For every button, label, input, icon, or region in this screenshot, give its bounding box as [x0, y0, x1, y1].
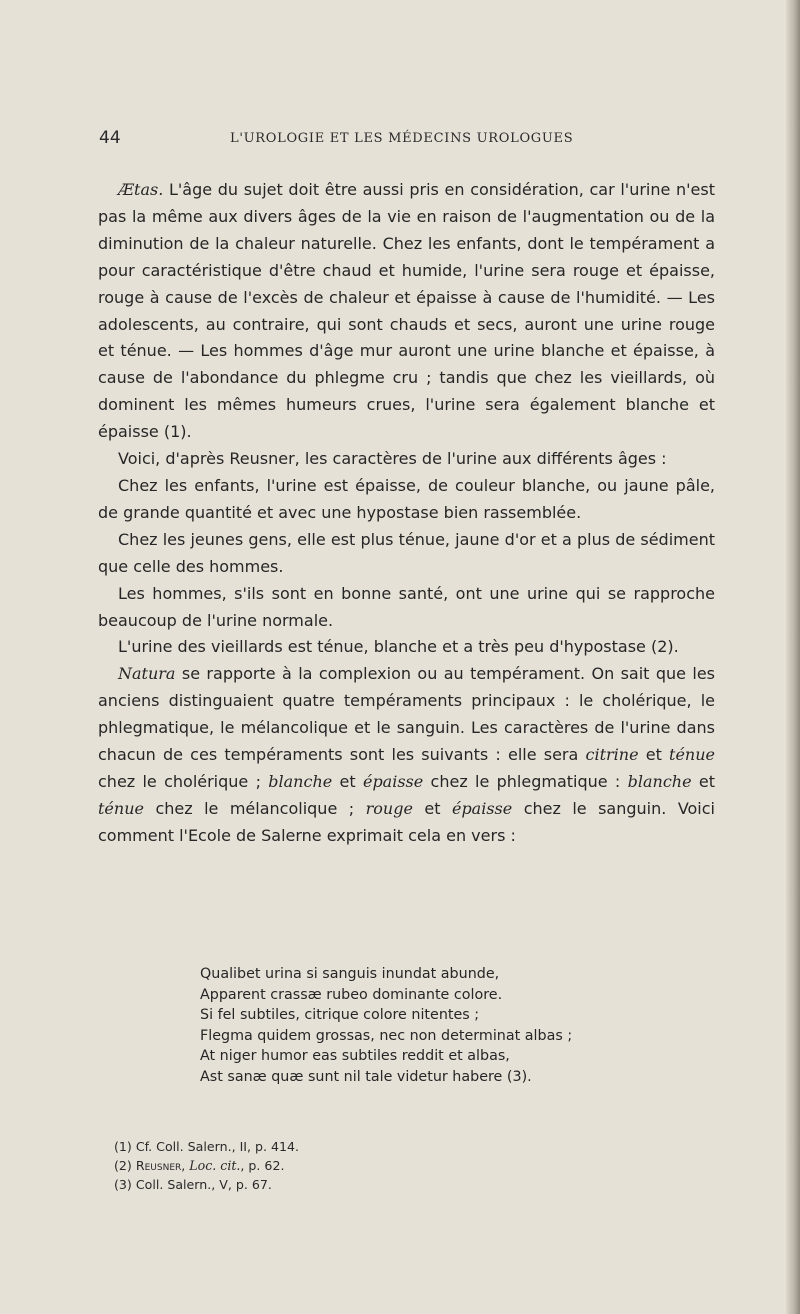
- emphasis-term: citrine: [585, 745, 639, 765]
- emphasis-term: blanche: [627, 771, 692, 791]
- footnote-number: (1): [114, 1139, 132, 1154]
- paragraph: [98, 527, 715, 581]
- footnote-number: (2): [114, 1158, 132, 1174]
- paragraph-lead-word: Natura: [118, 664, 176, 684]
- paragraph: [98, 446, 715, 473]
- paragraph: [98, 177, 715, 446]
- paragraph: [98, 634, 715, 661]
- paragraph-lead-word: Ætas.: [118, 180, 164, 199]
- footnote-number: (3): [114, 1177, 132, 1193]
- verse-line: Ast sanæ quæ sunt nil tale videtur habere (3).: [200, 1068, 532, 1085]
- footnote-text: Cf. Coll. Salern., II, p. 414.: [131, 1139, 300, 1154]
- paragraph-text: chez le phlegmatique :: [423, 771, 628, 791]
- paragraph-text: chez le sanguin. Voici comment l'Ecole de Salerne exprimait cela en vers :: [98, 798, 715, 845]
- paragraph-text: Chez les jeunes gens, elle est plus ténue, jaune d'or et a plus de sédiment que celle des hommes.: [98, 529, 715, 576]
- emphasis-term: ténue: [98, 798, 144, 818]
- verse-line: Apparent crassæ rubeo dominante colore.: [200, 986, 503, 1003]
- emphasis-term: blanche: [268, 771, 333, 791]
- verse-line: At niger humor eas subtiles reddit et albas,: [200, 1048, 510, 1065]
- footnote-text: , p. 62.: [240, 1158, 285, 1174]
- verse-line: Flegma quidem grossas, nec non determinat albas ;: [200, 1027, 573, 1044]
- footnote: [114, 1175, 614, 1194]
- paragraph: [98, 581, 715, 635]
- emphasis-term: épaisse: [451, 798, 513, 818]
- emphasis-term: épaisse: [362, 771, 424, 791]
- paragraph-text: se rapporte à la complexion ou au tempérament. On sait que les anciens distinguaient quatre tempéraments principaux : le cholérique, le phlegmatique, le mélancolique et le sanguin. Les caractères de l'urine dans chacun de ces tempéraments sont les suivants : elle sera: [98, 664, 715, 765]
- verse-block: [200, 964, 720, 1088]
- footnote-text: Coll. Salern., V, p. 67.: [131, 1177, 272, 1193]
- emphasis-term: rouge: [365, 798, 413, 818]
- paragraph-text: chez le cholérique ;: [98, 771, 269, 791]
- page-header: [99, 128, 695, 158]
- paragraph-text: chez le mélancolique ;: [143, 798, 366, 818]
- paragraph-text: Voici, d'après Reusner, les caractères de l'urine aux différents âges :: [118, 449, 667, 469]
- paragraph-text: Chez les enfants, l'urine est épaisse, de couleur blanche, ou jaune pâle, de grande quantité et avec une hypostase bien rassemblée.: [98, 475, 715, 522]
- verse-line: Qualibet urina si sanguis inundat abunde,: [200, 966, 500, 982]
- verse-line: Si fel subtiles, citrique colore nitentes ;: [200, 1007, 480, 1024]
- paragraph-text: et: [691, 771, 716, 791]
- footnotes: [114, 1137, 614, 1195]
- paragraph-text: et: [412, 798, 452, 818]
- paragraph: [98, 661, 715, 849]
- paragraph: [98, 473, 715, 527]
- body-text: [98, 177, 715, 850]
- footnote: [114, 1137, 614, 1156]
- page-number: 44: [99, 128, 121, 148]
- running-title: L'UROLOGIE ET LES MÉDECINS UROLOGUES: [230, 131, 574, 146]
- paragraph-text: et: [332, 771, 363, 791]
- page-edge: [786, 0, 800, 1314]
- emphasis-term: ténue: [669, 745, 716, 765]
- paragraph-text: Les hommes, s'ils sont en bonne santé, ont une urine qui se rapproche beaucoup de l'urine normale.: [98, 583, 715, 630]
- paragraph-text: et: [638, 745, 670, 765]
- footnote-author: Reusner,: [131, 1158, 186, 1174]
- paragraph-text: L'âge du sujet doit être aussi pris en considération, car l'urine n'est pas la même aux divers âges de la vie en raison de l'augmentation ou de la diminution de la chaleur naturelle. Chez les enfants, dont le tempérament a pour caractéristique d'être chaud et humide, l'urine sera rouge et épaisse, rouge à cause de l'excès de chaleur et épaisse à cause de l'humidité. — Les adolescents, au contraire, qui sont chauds et secs, auront une urine rouge et ténue. — Les hommes d'âge mur auront une urine blanche et épaisse, à cause de l'abondance du phlegme cru ; tandis que chez les vieillards, où dominent les mêmes humeurs crues, l'urine sera également blanche et épaisse (1).: [98, 180, 715, 442]
- footnote: [114, 1156, 614, 1175]
- footnote-work: Loc. cit.: [185, 1158, 241, 1174]
- paragraph-text: L'urine des vieillards est ténue, blanche et a très peu d'hypostase (2).: [118, 637, 679, 657]
